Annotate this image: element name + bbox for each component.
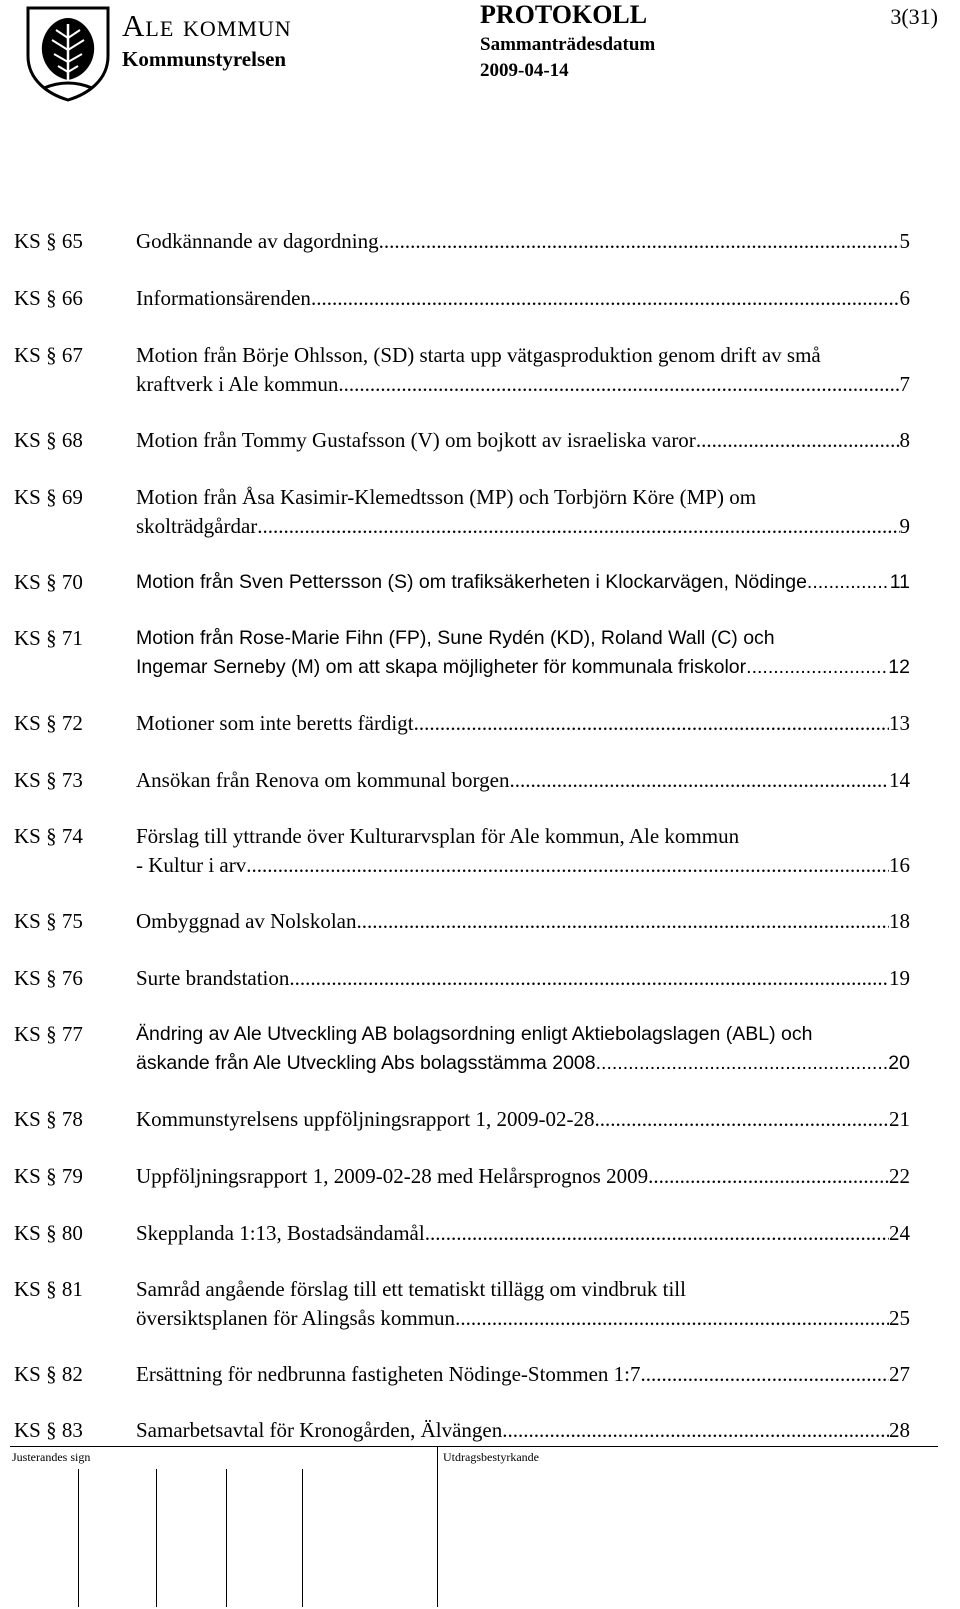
toc-entry-title [136, 1219, 910, 1248]
toc-entry-title-line: Motion från Börje Ohlsson, (SD) starta upp vätgasproduktion genom drift av små [136, 343, 821, 367]
dot-leader [696, 426, 900, 455]
toc-entry-title-line: översiktsplanen för Alingsås kommun [136, 1306, 456, 1330]
toc-entry-code: KS § 76 [14, 966, 83, 990]
page-number: 3(31) [890, 4, 938, 29]
toc-entry-title [136, 284, 910, 313]
toc-entry-page: 24 [889, 1221, 910, 1245]
toc-entry-title-line: Informationsärenden [136, 286, 311, 310]
toc-entry-title [136, 766, 910, 795]
toc-entry-title [136, 483, 910, 541]
toc-entry-title-line: Förslag till yttrande över Kulturarvsplan för Ale kommun, Ale kommun [136, 824, 740, 848]
municipal-crest-logo [24, 4, 112, 102]
toc-entry-title [136, 709, 910, 738]
toc-entry-code: KS § 66 [14, 286, 83, 310]
toc-entry-title-line: Ombyggnad av Nolskolan [136, 909, 357, 933]
toc-entry-title [136, 227, 910, 256]
toc-entry-title-line: Ingemar Serneby (M) om att skapa möjligheter för kommunala friskolor [136, 656, 747, 678]
toc-entry-page: 11 [889, 571, 910, 593]
toc-entry-page: 22 [889, 1164, 910, 1188]
dot-leader [746, 653, 888, 682]
toc-entry-page: 19 [889, 966, 910, 990]
dot-leader [425, 1219, 889, 1248]
toc-entry-code: KS § 79 [14, 1164, 83, 1188]
toc-entry-title-line: skolträdgårdar [136, 514, 258, 538]
toc-entry-title [136, 1360, 910, 1389]
meeting-date: 2009-04-14 [480, 60, 569, 81]
toc-entry-page: 25 [889, 1306, 910, 1330]
toc-entry-code: KS § 80 [14, 1221, 83, 1245]
dot-leader [246, 851, 889, 880]
dot-leader [807, 568, 890, 597]
toc-entry-page: 21 [889, 1107, 910, 1131]
toc-entry-code: KS § 69 [14, 485, 83, 509]
dot-leader [509, 766, 889, 795]
toc-entry-title-line: Motioner som inte beretts färdigt [136, 711, 414, 735]
toc-entry-title [136, 568, 910, 597]
toc-entry-title-line: Motion från Åsa Kasimir-Klemedtsson (MP) och Torbjörn Köre (MP) om [136, 485, 757, 509]
org-brand [122, 10, 292, 72]
toc-entry-page: 14 [889, 768, 910, 792]
toc-entry-page: 27 [889, 1362, 910, 1386]
toc-entry-code: KS § 81 [14, 1277, 83, 1301]
toc-entry-title-line: Motion från Sven Pettersson (S) om trafiksäkerheten i Klockarvägen, Nödinge [136, 571, 807, 593]
toc-entry-title [136, 624, 910, 682]
dot-leader [356, 907, 889, 936]
toc-entry-title-line: Uppföljningsrapport 1, 2009-02-28 med Helårsprognos 2009 [136, 1164, 649, 1188]
toc-entry-code: KS § 83 [14, 1418, 83, 1442]
toc-entry-title-line: Samarbetsavtal för Kronogården, Älvängen [136, 1418, 503, 1442]
toc-entry-title [136, 426, 910, 455]
dot-leader [311, 284, 900, 313]
toc-entry-code: KS § 75 [14, 909, 83, 933]
doc-title: PROTOKOLL [480, 0, 648, 29]
toc-entry-title-line: Surte brandstation [136, 966, 290, 990]
toc-entry-page: 13 [889, 711, 910, 735]
toc-entry-title-line: - Kultur i arv [136, 853, 247, 877]
toc-entry-code: KS § 68 [14, 428, 83, 452]
toc-entry-title-line: Samråd angående förslag till ett tematiskt tillägg om vindbruk till [136, 1277, 686, 1301]
toc-entry-title [136, 1162, 910, 1191]
toc-entry-title-line: Godkännande av dagordning [136, 229, 379, 253]
toc-entry-code: KS § 82 [14, 1362, 83, 1386]
document-header [480, 0, 655, 84]
toc-entry-title [136, 907, 910, 936]
toc-entry-title-line: Motion från Tommy Gustafsson (V) om bojkott av israeliska varor [136, 428, 696, 452]
toc-entry-title-line: Ansökan från Renova om kommunal borgen [136, 768, 510, 792]
toc-entry-title [136, 341, 910, 399]
toc-entry-code: KS § 78 [14, 1107, 83, 1131]
signature-box-divider [78, 1469, 79, 1607]
signature-box-divider [226, 1469, 227, 1607]
dot-leader [596, 1049, 889, 1078]
toc-entry-title-line: Ändring av Ale Utveckling AB bolagsordning enligt Aktiebolagslagen (ABL) och [136, 1023, 813, 1045]
dot-leader [594, 1105, 889, 1134]
org-unit: Kommunstyrelsen [122, 47, 287, 71]
toc-entry-page: 20 [888, 1052, 910, 1074]
toc-entry-title-line: kraftverk i Ale kommun [136, 372, 339, 396]
dot-leader [455, 1304, 889, 1333]
toc-entry-page: 12 [888, 656, 910, 678]
dot-leader [648, 1162, 889, 1191]
toc-entry-title-line: Skepplanda 1:13, Bostadsändamål [136, 1221, 425, 1245]
signature-footer [10, 1446, 938, 1607]
toc-entry-page: 7 [899, 372, 910, 396]
toc-entry-page: 8 [899, 428, 910, 452]
toc-entry-title-line: Ersättning för nedbrunna fastigheten Nödinge-Stommen 1:7 [136, 1362, 641, 1386]
toc-entry-code: KS § 74 [14, 824, 83, 848]
footer-column-divider [437, 1447, 438, 1607]
dot-leader [379, 227, 900, 256]
toc-entry-title [136, 1275, 910, 1333]
dot-leader [257, 512, 899, 541]
toc-entry-title [136, 1416, 910, 1445]
toc-entry-code: KS § 72 [14, 711, 83, 735]
toc-entry-code: KS § 65 [14, 229, 83, 253]
dot-leader [414, 709, 889, 738]
dot-leader [289, 964, 889, 993]
utdragsbestyrkande-label: Utdragsbestyrkande [443, 1450, 539, 1464]
dot-leader [338, 370, 899, 399]
toc-entry-title-line: Motion från Rose-Marie Fihn (FP), Sune Rydén (KD), Roland Wall (C) och [136, 627, 775, 649]
toc-entry-page: 6 [899, 286, 910, 310]
toc-entry-code: KS § 70 [14, 570, 83, 594]
toc-entry-page: 5 [899, 229, 910, 253]
toc-entry-title-line: Kommunstyrelsens uppföljningsrapport 1, 2009-02-28 [136, 1107, 595, 1131]
toc-entry-page: 16 [889, 853, 910, 877]
signature-box-divider [302, 1469, 303, 1607]
toc-entry-title [136, 964, 910, 993]
toc-entry-title [136, 1105, 910, 1134]
toc-entry-page: 9 [899, 514, 910, 538]
dot-leader [640, 1360, 889, 1389]
toc-entry-page: 18 [889, 909, 910, 933]
toc-entry-code: KS § 73 [14, 768, 83, 792]
toc-entry-code: KS § 67 [14, 343, 83, 367]
org-name: Ale kommun [122, 8, 292, 43]
justerandes-sign-label: Justerandes sign [12, 1450, 91, 1464]
toc-entry-title [136, 822, 910, 880]
toc-entry-title [136, 1020, 910, 1078]
dot-leader [502, 1416, 889, 1445]
toc-entry-code: KS § 71 [14, 626, 83, 650]
toc-entry-title-line: äskande från Ale Utveckling Abs bolagsstämma 2008 [136, 1052, 596, 1074]
toc-entry-page: 28 [889, 1418, 910, 1442]
toc-entry-code: KS § 77 [14, 1022, 83, 1046]
signature-box-divider [156, 1469, 157, 1607]
date-label: Sammanträdesdatum [480, 34, 656, 55]
